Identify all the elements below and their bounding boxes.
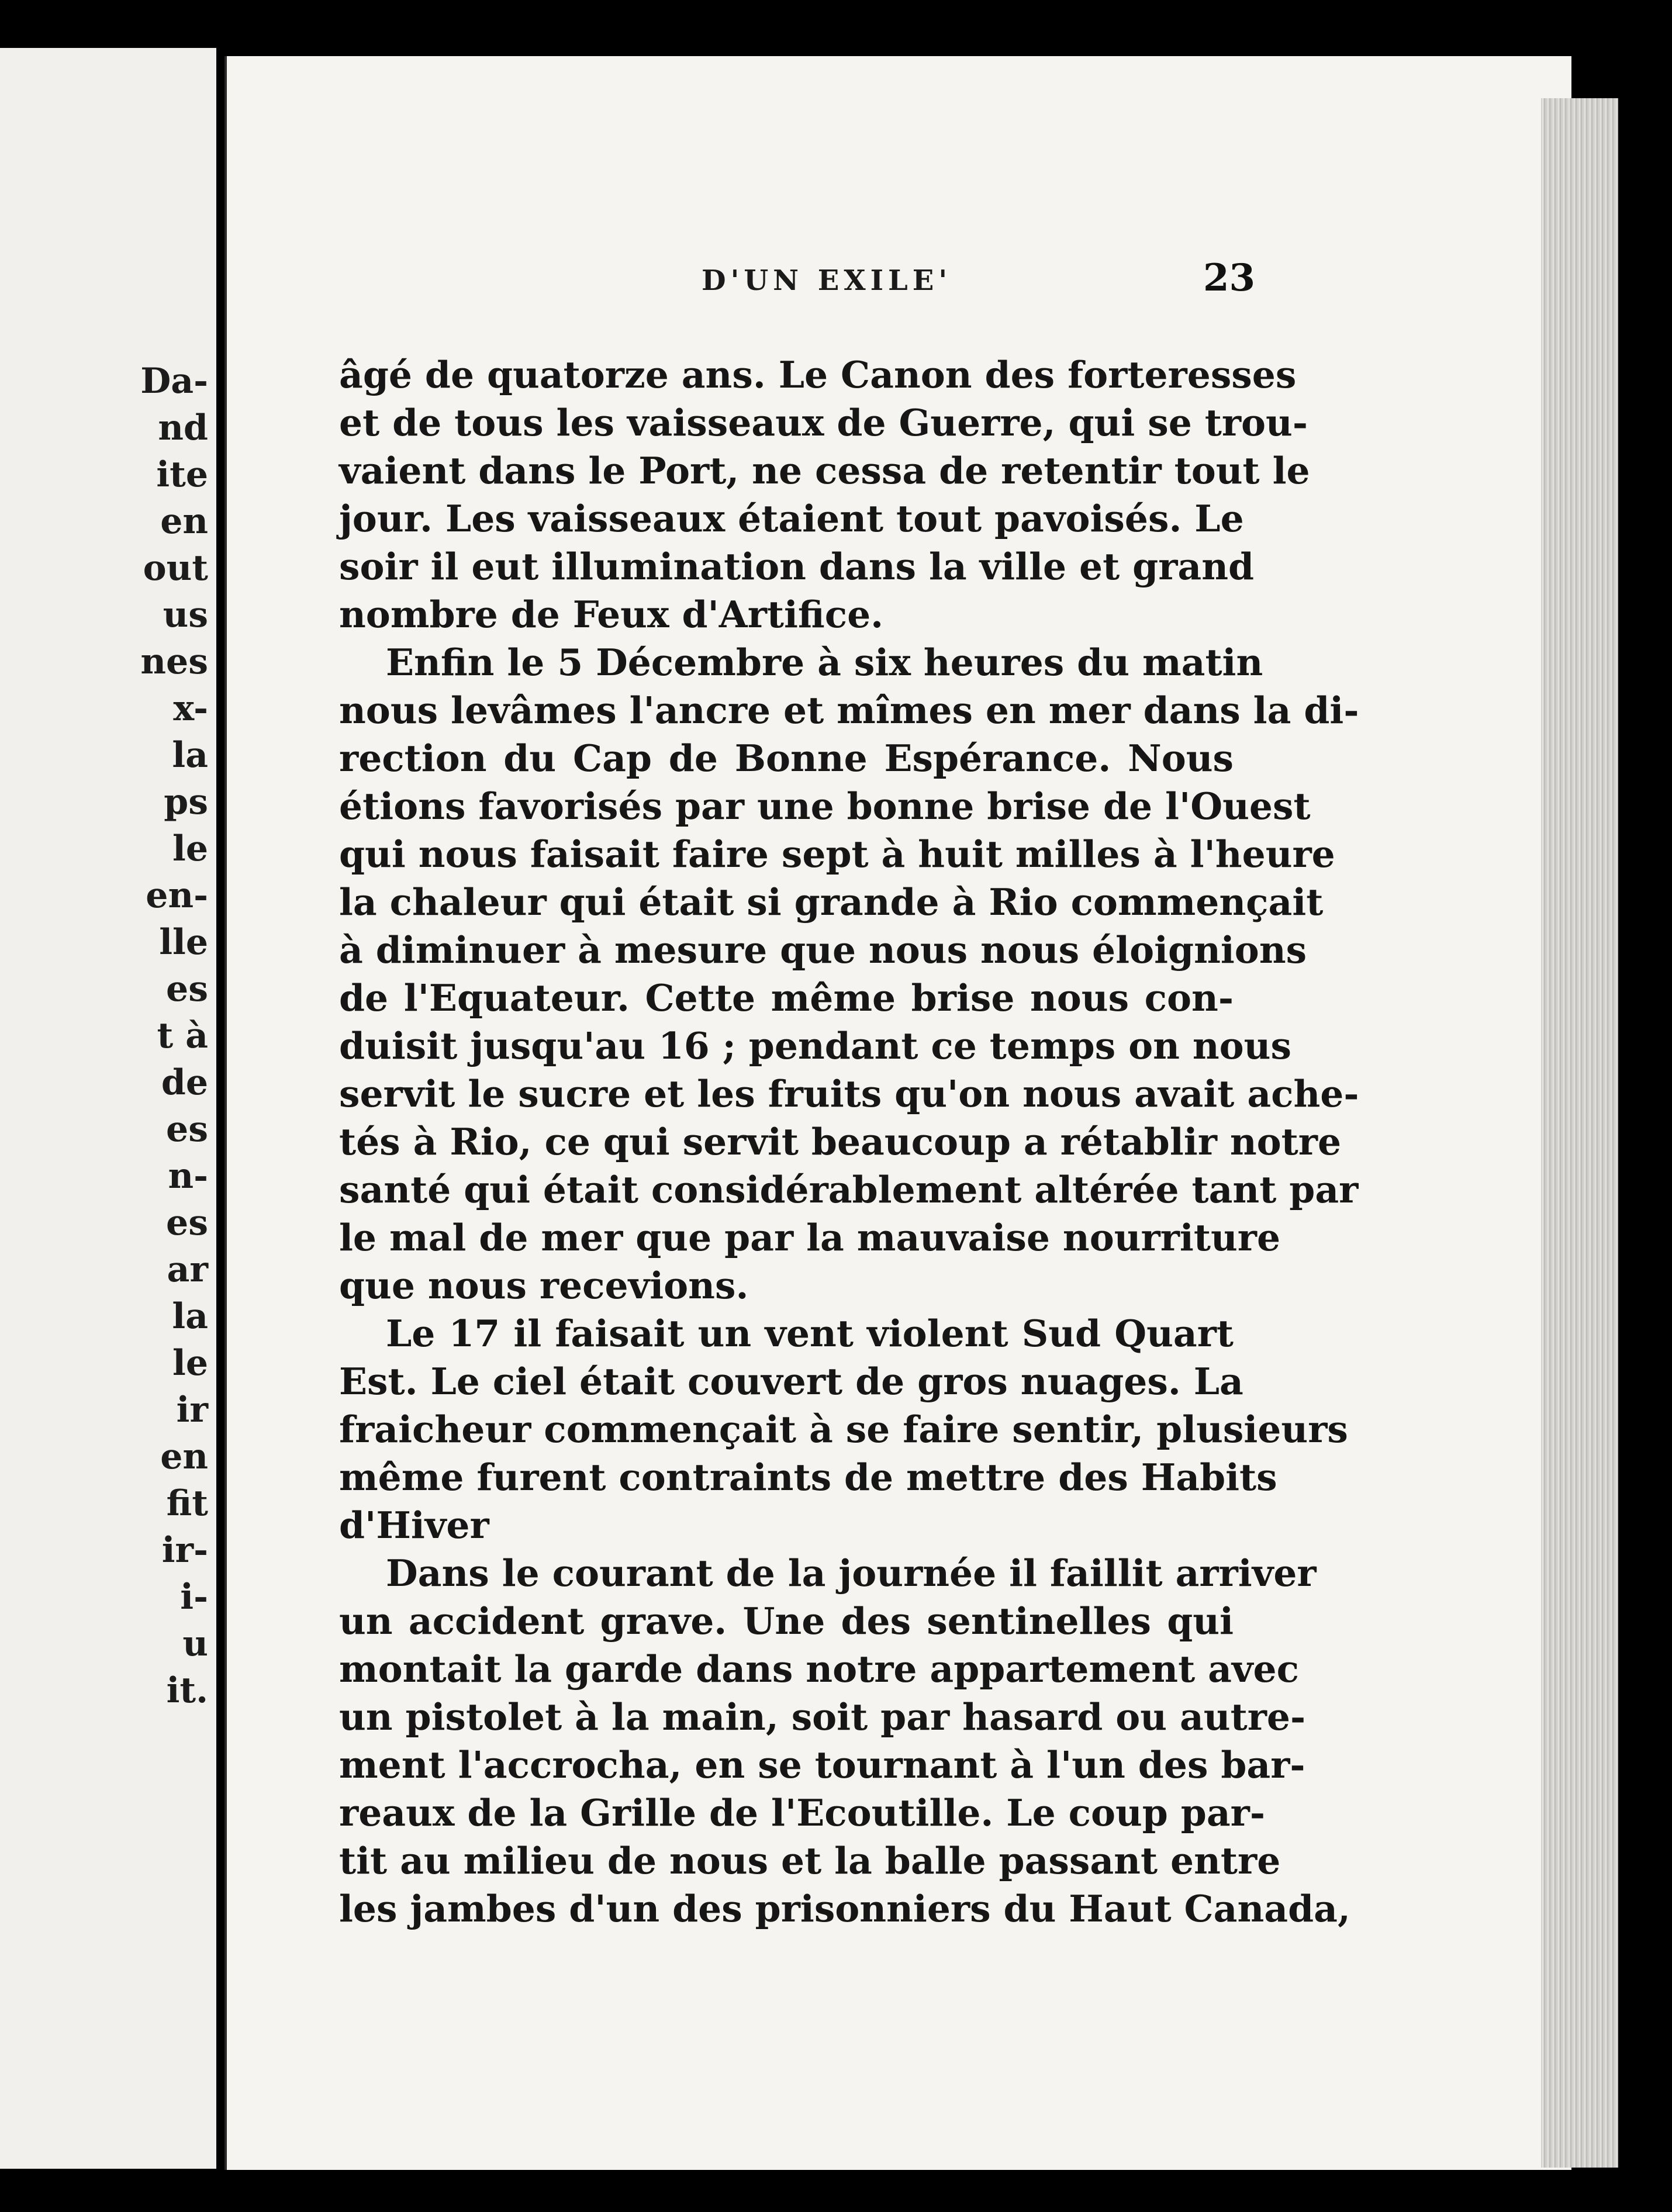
text-line: et de tous les vaisseaux de Guerre, qui se trou- [339, 401, 1308, 444]
text-line: rection du Cap de Bonne Espérance. Nous [339, 737, 1234, 780]
text-line: ment l'accrocha, en se tournant à l'un des bar- [339, 1743, 1305, 1786]
previous-page-fragment: en [160, 501, 208, 542]
text-line: fraicheur commençait à se faire sentir, plusieurs [339, 1408, 1348, 1451]
previous-page-fragment: lle [159, 922, 208, 963]
previous-page-fragment: le [172, 828, 208, 869]
text-line: Enfin le 5 Décembre à six heures du matin [386, 641, 1263, 684]
previous-page-fragment: fit [166, 1483, 208, 1524]
page-number: 23 [1203, 256, 1256, 300]
text-line: duisit jusqu'au 16 ; pendant ce temps on nous [339, 1024, 1291, 1067]
previous-page-fragment: ar [167, 1249, 208, 1290]
text-line: santé qui était considérablement altérée tant par [339, 1168, 1359, 1211]
text-line: vaient dans le Port, ne cessa de retentir tout le [339, 449, 1310, 492]
text-line: à diminuer à mesure que nous nous éloignions [339, 928, 1307, 972]
text-line: les jambes d'un des prisonniers du Haut Canada, [339, 1887, 1350, 1930]
text-line: nous levâmes l'ancre et mîmes en mer dans la di- [339, 689, 1359, 732]
previous-page-fragment: ir- [161, 1530, 208, 1571]
previous-page-fragment: nd [158, 407, 208, 448]
previous-page-fragment: u [182, 1623, 208, 1664]
previous-page-fragment: le [172, 1343, 208, 1384]
previous-page-fragment: us [163, 595, 208, 635]
previous-page-fragment: n- [168, 1156, 208, 1197]
previous-page-fragment: es [166, 969, 208, 1010]
text-line: étions favorisés par une bonne brise de l'Ouest [339, 784, 1311, 828]
previous-page-fragment: Da- [140, 361, 208, 402]
previous-page-fragment: t à [157, 1015, 208, 1056]
previous-page-fragment: ite [156, 454, 208, 495]
text-line: nombre de Feux d'Artifice. [339, 593, 884, 636]
text-line: que nous recevions. [339, 1264, 749, 1307]
previous-page-fragment: i- [180, 1577, 208, 1617]
text-line: soir il eut illumination dans la ville et grand [339, 545, 1255, 588]
text-line: qui nous faisait faire sept à huit milles à l'heure [339, 832, 1335, 876]
previous-page-fragment: ps [164, 782, 208, 822]
text-line: tés à Rio, ce qui servit beaucoup a rétablir notre [339, 1120, 1342, 1163]
previous-page-fragment: nes [140, 641, 208, 682]
previous-page-fragment: out [143, 548, 208, 589]
text-line: Le 17 il faisait un vent violent Sud Quart [386, 1312, 1234, 1355]
previous-page-fragment: en- [146, 875, 208, 916]
running-head: D'UN EXILE' [702, 264, 952, 297]
text-line: jour. Les vaisseaux étaient tout pavoisés. Le [339, 497, 1244, 540]
body-text [339, 351, 1359, 1933]
text-line: montait la garde dans notre appartement avec [339, 1647, 1299, 1691]
previous-page-fragment: la [172, 735, 208, 776]
previous-page-fragment: de [161, 1062, 208, 1103]
previous-page-fragment: es [166, 1109, 208, 1150]
text-line: servit le sucre et les fruits qu'on nous avait ache- [339, 1072, 1359, 1115]
text-line: la chaleur qui était si grande à Rio commençait [339, 880, 1324, 924]
text-line: Est. Le ciel était couvert de gros nuages. La [339, 1360, 1243, 1403]
previous-page-fragment: la [172, 1296, 208, 1337]
previous-page-fragment: x- [173, 688, 208, 729]
text-line: tit au milieu de nous et la balle passant entre [339, 1839, 1281, 1882]
text-line: le mal de mer que par la mauvaise nourriture [339, 1216, 1281, 1259]
previous-page-fragment: ir [176, 1390, 208, 1430]
text-line: de l'Equateur. Cette même brise nous con- [339, 976, 1234, 1019]
text-line: un accident grave. Une des sentinelles qui [339, 1599, 1234, 1643]
text-line: âgé de quatorze ans. Le Canon des forteresses [339, 353, 1297, 396]
text-line: d'Hiver [339, 1504, 489, 1547]
previous-page-fragment: es [166, 1202, 208, 1243]
previous-page-fragment: en [160, 1436, 208, 1477]
text-line: Dans le courant de la journée il faillit arriver [386, 1551, 1317, 1595]
text-line: reaux de la Grille de l'Ecoutille. Le coup par- [339, 1791, 1265, 1834]
previous-page-fragment: it. [166, 1670, 208, 1711]
page-stack-edge [1541, 98, 1618, 2168]
text-line: un pistolet à la main, soit par hasard ou autre- [339, 1695, 1306, 1739]
previous-page-edge [0, 48, 216, 2169]
text-line: même furent contraints de mettre des Habits [339, 1456, 1277, 1499]
